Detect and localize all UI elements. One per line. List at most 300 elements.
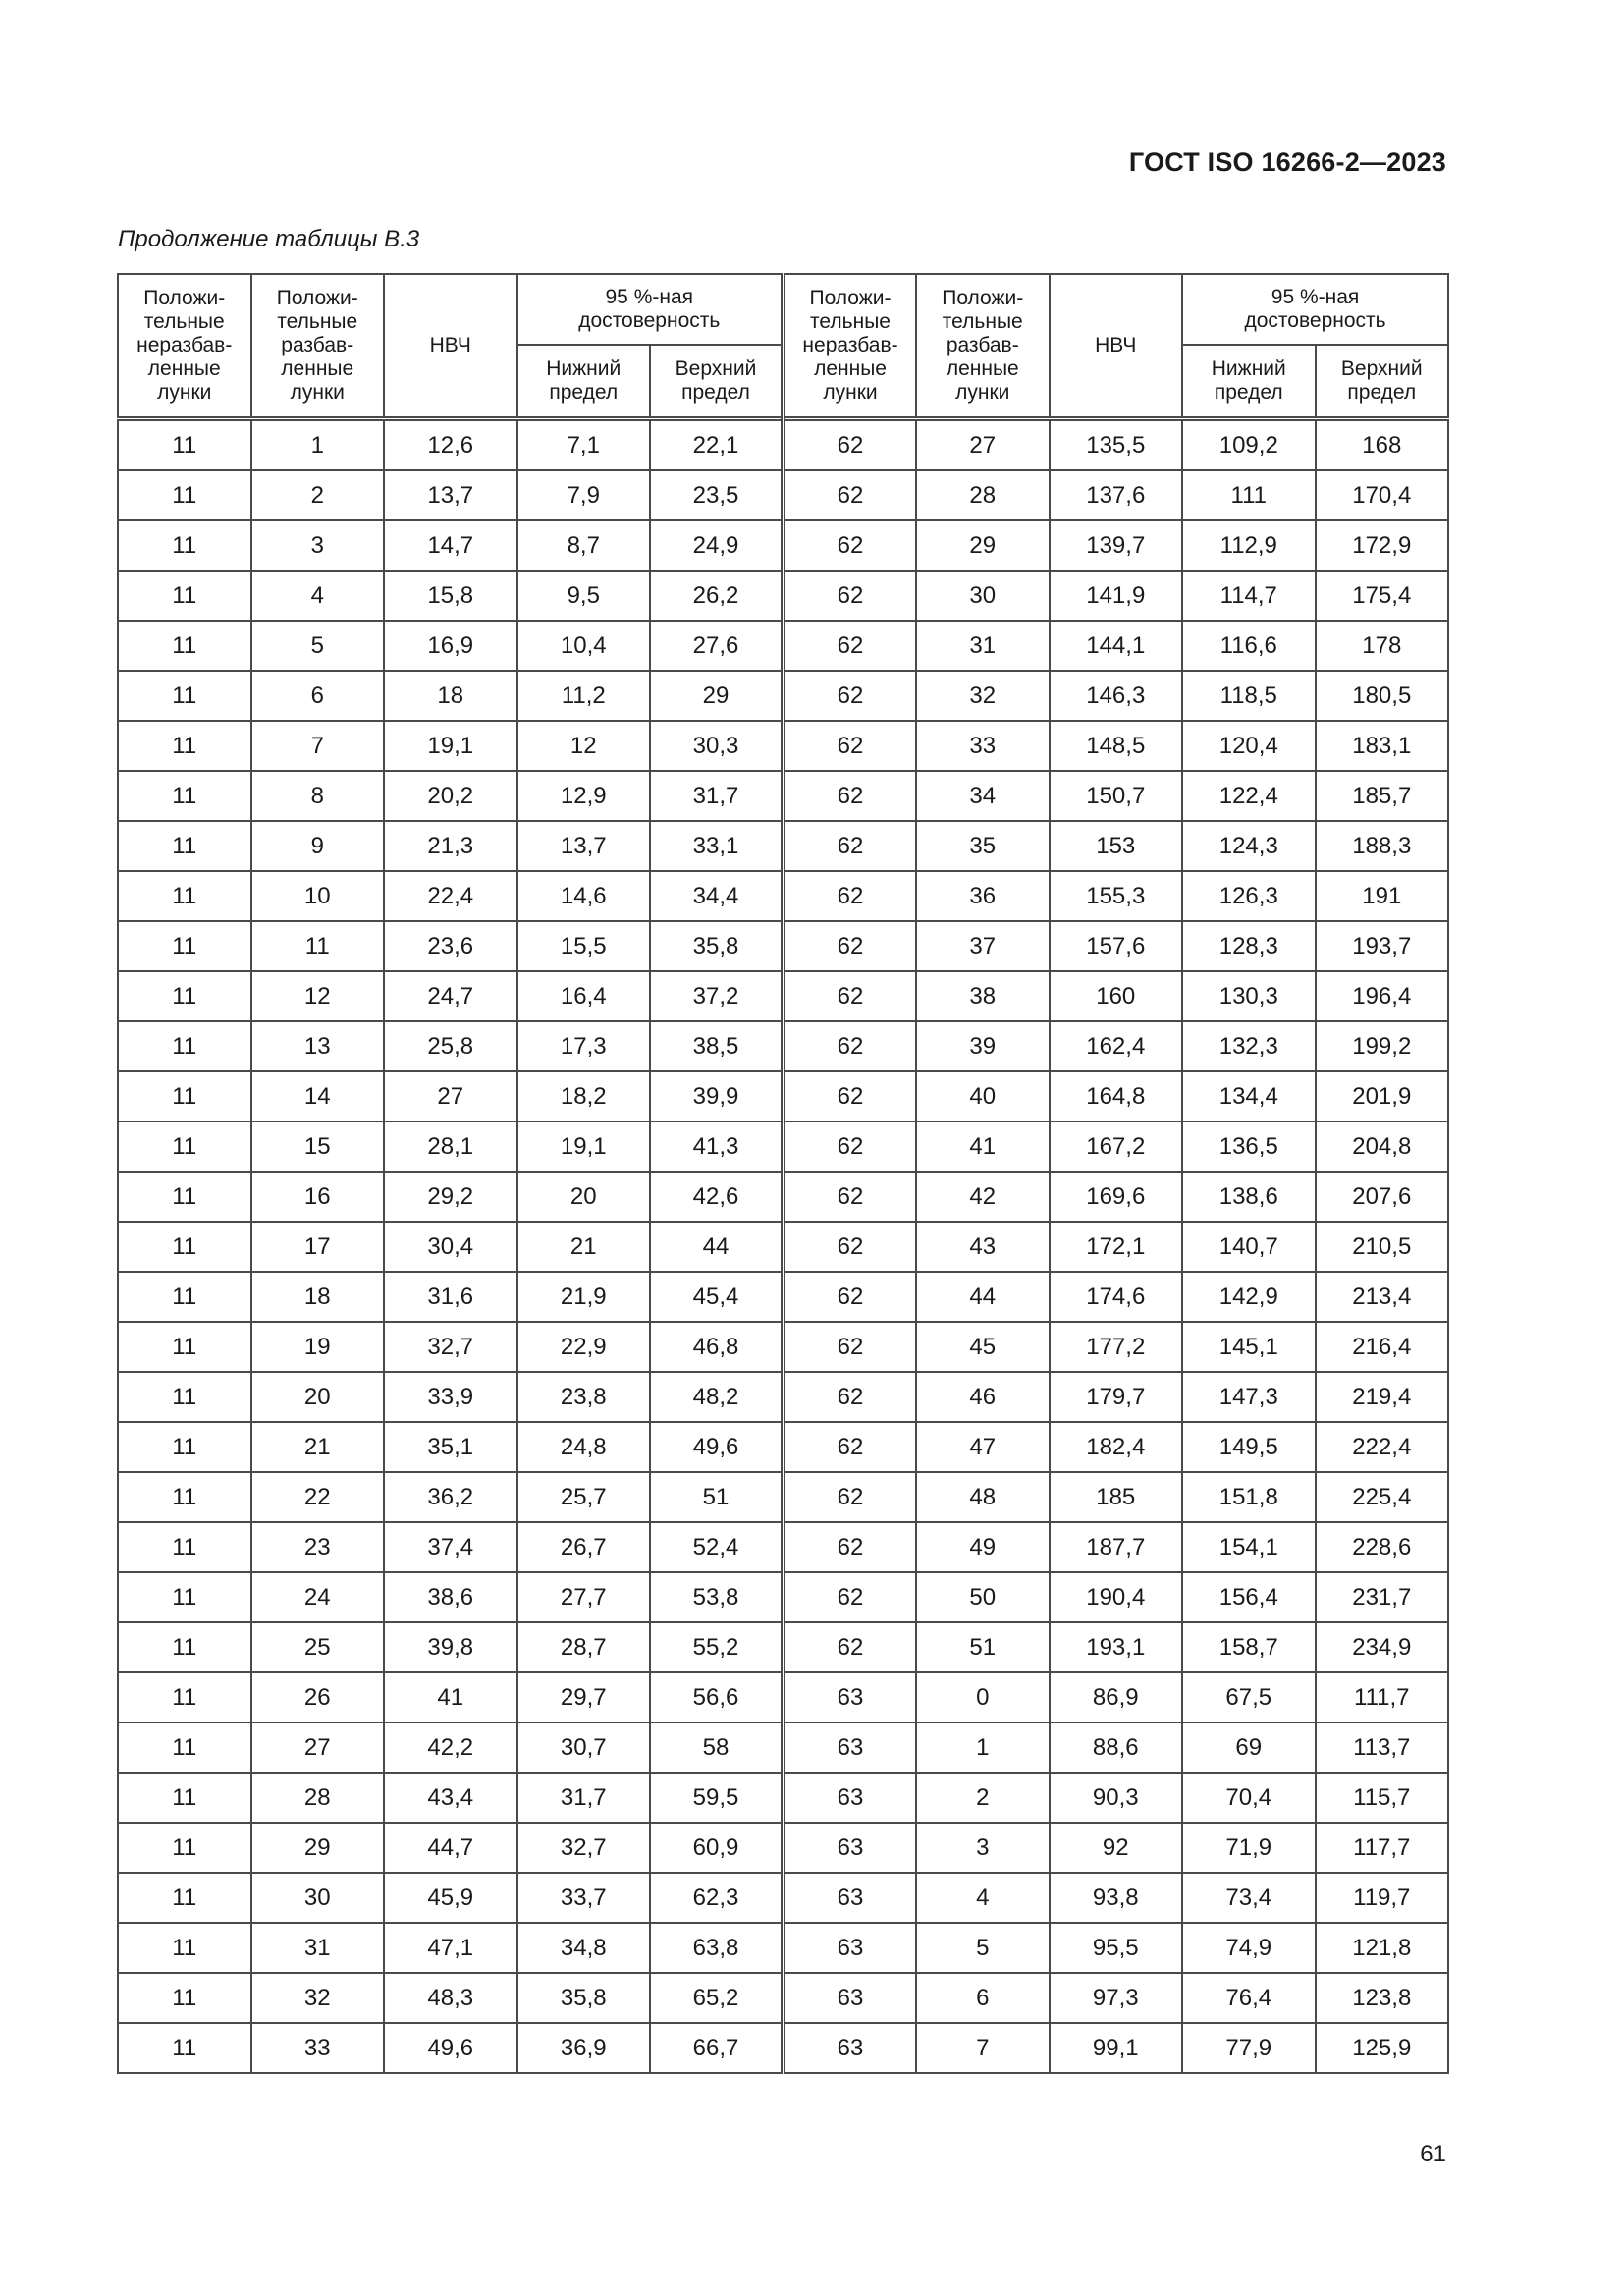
table-row [118,1021,1448,1071]
table-cell: 63 [784,1823,917,1873]
table-cell: 66,7 [650,2023,784,2073]
table-cell: 11 [118,771,251,821]
table-cell: 144,1 [1050,621,1183,671]
table-row [118,1823,1448,1873]
table-row [118,671,1448,721]
table-cell: 51 [650,1472,784,1522]
table-cell: 62 [784,921,917,971]
table-cell: 26,2 [650,571,784,621]
table-cell: 2 [916,1773,1050,1823]
table-cell: 32,7 [384,1322,517,1372]
table-cell: 12,6 [384,419,517,471]
table-cell: 172,9 [1316,520,1449,571]
table-row [118,470,1448,520]
table-cell: 207,6 [1316,1172,1449,1222]
table-cell: 11 [118,470,251,520]
table-cell: 7,9 [517,470,651,520]
table-cell: 12,9 [517,771,651,821]
table-cell: 59,5 [650,1773,784,1823]
header-positive-diluted: Положи- тельные разбав- ленные лунки [251,274,385,419]
table-cell: 11 [118,1272,251,1322]
table-cell: 93,8 [1050,1873,1183,1923]
table-cell: 56,6 [650,1672,784,1722]
table-cell: 11 [118,621,251,671]
table-cell: 11 [118,520,251,571]
table-row [118,871,1448,921]
table-cell: 33,9 [384,1372,517,1422]
table-cell: 188,3 [1316,821,1449,871]
table-cell: 97,3 [1050,1973,1183,2023]
table-cell: 187,7 [1050,1522,1183,1572]
table-cell: 62 [784,1422,917,1472]
table-cell: 60,9 [650,1823,784,1873]
table-row [118,520,1448,571]
table-cell: 22,9 [517,1322,651,1372]
table-row [118,1071,1448,1121]
table-cell: 28 [916,470,1050,520]
table-cell: 62 [784,1222,917,1272]
table-cell: 11 [118,971,251,1021]
table-cell: 174,6 [1050,1272,1183,1322]
table-cell: 63 [784,1923,917,1973]
table-cell: 35,8 [517,1973,651,2023]
table-cell: 1 [916,1722,1050,1773]
table-cell: 148,5 [1050,721,1183,771]
table-cell: 29,7 [517,1672,651,1722]
table-cell: 31 [916,621,1050,671]
table-cell: 128,3 [1182,921,1316,971]
table-cell: 11 [118,1522,251,1572]
table-cell: 13,7 [384,470,517,520]
table-cell: 74,9 [1182,1923,1316,1973]
table-cell: 39,9 [650,1071,784,1121]
table-cell: 62 [784,721,917,771]
table-cell: 34,4 [650,871,784,921]
header-confidence: 95 %-ная достоверность [517,274,784,345]
table-row [118,1622,1448,1672]
table-cell: 28,7 [517,1622,651,1672]
table-cell: 22,4 [384,871,517,921]
table-cell: 28,1 [384,1121,517,1172]
header-lower-limit: Нижний предел [517,345,651,419]
table-cell: 111,7 [1316,1672,1449,1722]
table-cell: 146,3 [1050,671,1183,721]
table-row [118,1272,1448,1322]
table-cell: 109,2 [1182,419,1316,471]
table-cell: 111 [1182,470,1316,520]
header-upper-limit: Верхний предел [650,345,784,419]
table-cell: 41 [916,1121,1050,1172]
table-row [118,1172,1448,1222]
table-cell: 11 [118,1322,251,1372]
table-cell: 39,8 [384,1622,517,1672]
table-cell: 112,9 [1182,520,1316,571]
table-cell: 38,5 [650,1021,784,1071]
table-cell: 62 [784,671,917,721]
table-cell: 63 [784,1873,917,1923]
table-cell: 44 [916,1272,1050,1322]
table-cell: 62 [784,1021,917,1071]
table-cell: 11 [118,1472,251,1522]
table-cell: 6 [251,671,385,721]
table-cell: 12 [251,971,385,1021]
table-cell: 149,5 [1182,1422,1316,1472]
table-cell: 45 [916,1322,1050,1372]
table-cell: 145,1 [1182,1322,1316,1372]
table-cell: 62 [784,520,917,571]
table-cell: 8 [251,771,385,821]
table-cell: 216,4 [1316,1322,1449,1372]
table-cell: 11 [118,821,251,871]
table-cell: 115,7 [1316,1773,1449,1823]
table-cell: 49,6 [650,1422,784,1472]
table-cell: 37,4 [384,1522,517,1572]
table-cell: 43,4 [384,1773,517,1823]
table-cell: 63 [784,1773,917,1823]
table-cell: 90,3 [1050,1773,1183,1823]
table-cell: 32,7 [517,1823,651,1873]
table-cell: 62 [784,1522,917,1572]
table-cell: 119,7 [1316,1873,1449,1923]
table-cell: 132,3 [1182,1021,1316,1071]
table-row [118,1472,1448,1522]
table-cell: 16 [251,1172,385,1222]
table-cell: 46 [916,1372,1050,1422]
table-cell: 23 [251,1522,385,1572]
table-row [118,1873,1448,1923]
table-cell: 14 [251,1071,385,1121]
table-cell: 22,1 [650,419,784,471]
header-positive-diluted-2: Положи- тельные разбав- ленные лунки [916,274,1050,419]
table-cell: 71,9 [1182,1823,1316,1873]
table-cell: 70,4 [1182,1773,1316,1823]
table-cell: 11,2 [517,671,651,721]
page-number: 61 [1420,2141,1446,2167]
table-cell: 33,1 [650,821,784,871]
table-cell: 86,9 [1050,1672,1183,1722]
table-cell: 193,1 [1050,1622,1183,1672]
table-cell: 69 [1182,1722,1316,1773]
table-cell: 219,4 [1316,1372,1449,1422]
table-cell: 62 [784,470,917,520]
table-cell: 27,6 [650,621,784,671]
table-cell: 190,4 [1050,1572,1183,1622]
table-row [118,1923,1448,1973]
table-cell: 9,5 [517,571,651,621]
table-cell: 17 [251,1222,385,1272]
table-cell: 154,1 [1182,1522,1316,1572]
table-row [118,2023,1448,2073]
table-cell: 62 [784,1372,917,1422]
table-cell: 196,4 [1316,971,1449,1021]
table-cell: 4 [916,1873,1050,1923]
table-row [118,1121,1448,1172]
table-cell: 11 [118,921,251,971]
table-cell: 76,4 [1182,1973,1316,2023]
table-cell: 17,3 [517,1021,651,1071]
table-cell: 27 [251,1722,385,1773]
table-cell: 31,7 [650,771,784,821]
table-cell: 26 [251,1672,385,1722]
table-row [118,921,1448,971]
table-cell: 38 [916,971,1050,1021]
table-cell: 204,8 [1316,1121,1449,1172]
table-cell: 11 [118,1823,251,1873]
table-cell: 20 [517,1172,651,1222]
table-cell: 26,7 [517,1522,651,1572]
table-cell: 222,4 [1316,1422,1449,1472]
table-cell: 8,7 [517,520,651,571]
table-cell: 169,6 [1050,1172,1183,1222]
table-cell: 63 [784,1672,917,1722]
table-cell: 62,3 [650,1873,784,1923]
table-cell: 121,8 [1316,1923,1449,1973]
table-cell: 140,7 [1182,1222,1316,1272]
table-cell: 62 [784,971,917,1021]
table-cell: 3 [251,520,385,571]
table-cell: 41 [384,1672,517,1722]
table-row [118,771,1448,821]
table-cell: 62 [784,1622,917,1672]
table-cell: 23,5 [650,470,784,520]
table-cell: 67,5 [1182,1672,1316,1722]
table-cell: 33 [916,721,1050,771]
table-cell: 5 [916,1923,1050,1973]
table-cell: 48 [916,1472,1050,1522]
table-row [118,821,1448,871]
table-cell: 168 [1316,419,1449,471]
table-cell: 21 [251,1422,385,1472]
table-cell: 11 [118,571,251,621]
table-cell: 25,7 [517,1472,651,1522]
table-cell: 134,4 [1182,1071,1316,1121]
table-cell: 28 [251,1773,385,1823]
table-cell: 62 [784,1572,917,1622]
table-cell: 27 [916,419,1050,471]
table-cell: 156,4 [1182,1572,1316,1622]
table-cell: 62 [784,1322,917,1372]
table-cell: 213,4 [1316,1272,1449,1322]
table-cell: 24,9 [650,520,784,571]
header-confidence-2: 95 %-ная достоверность [1182,274,1448,345]
table-cell: 39 [916,1021,1050,1071]
table-cell: 62 [784,1172,917,1222]
table-cell: 4 [251,571,385,621]
table-cell: 120,4 [1182,721,1316,771]
table-cell: 150,7 [1050,771,1183,821]
table-cell: 147,3 [1182,1372,1316,1422]
table-cell: 63 [784,2023,917,2073]
table-cell: 210,5 [1316,1222,1449,1272]
table-cell: 16,4 [517,971,651,1021]
table-cell: 11 [118,1222,251,1272]
header-upper-limit-2: Верхний предел [1316,345,1449,419]
table-cell: 15,8 [384,571,517,621]
table-cell: 23,6 [384,921,517,971]
table-cell: 7 [916,2023,1050,2073]
table-caption: Продолжение таблицы В.3 [118,226,420,252]
table-cell: 155,3 [1050,871,1183,921]
table-cell: 6 [916,1973,1050,2023]
table-cell: 136,5 [1182,1121,1316,1172]
table-cell: 185,7 [1316,771,1449,821]
table-cell: 125,9 [1316,2023,1449,2073]
table-cell: 15 [251,1121,385,1172]
table-cell: 3 [916,1823,1050,1873]
table-cell: 18 [251,1272,385,1322]
table-cell: 153 [1050,821,1183,871]
table-cell: 62 [784,1472,917,1522]
table-row [118,1572,1448,1622]
table-cell: 49 [916,1522,1050,1572]
table-cell: 34 [916,771,1050,821]
table-row [118,1522,1448,1572]
table-cell: 21,9 [517,1272,651,1322]
table-cell: 30 [916,571,1050,621]
table-cell: 151,8 [1182,1472,1316,1522]
table-cell: 11 [118,671,251,721]
table-cell: 29 [650,671,784,721]
table-cell: 18 [384,671,517,721]
table-cell: 38,6 [384,1572,517,1622]
table-cell: 11 [118,2023,251,2073]
table-cell: 114,7 [1182,571,1316,621]
table-cell: 5 [251,621,385,671]
table-cell: 0 [916,1672,1050,1722]
table-cell: 36,9 [517,2023,651,2073]
table-cell: 11 [118,1923,251,1973]
table-cell: 48,3 [384,1973,517,2023]
table-cell: 40 [916,1071,1050,1121]
table-cell: 11 [118,1021,251,1071]
table-cell: 24 [251,1572,385,1622]
table-cell: 7,1 [517,419,651,471]
table-cell: 53,8 [650,1572,784,1622]
table-row [118,971,1448,1021]
table-cell: 62 [784,871,917,921]
table-cell: 167,2 [1050,1121,1183,1172]
table-cell: 19 [251,1322,385,1372]
table-cell: 231,7 [1316,1572,1449,1622]
table-cell: 16,9 [384,621,517,671]
table-cell: 24,7 [384,971,517,1021]
table-cell: 157,6 [1050,921,1183,971]
table-cell: 141,9 [1050,571,1183,621]
table-cell: 137,6 [1050,470,1183,520]
table-cell: 19,1 [384,721,517,771]
table-cell: 63 [784,1722,917,1773]
table-cell: 199,2 [1316,1021,1449,1071]
table-cell: 183,1 [1316,721,1449,771]
table-cell: 170,4 [1316,470,1449,520]
table-cell: 11 [118,871,251,921]
table-cell: 22 [251,1472,385,1522]
table-cell: 201,9 [1316,1071,1449,1121]
table-cell: 30,4 [384,1222,517,1272]
table-row [118,571,1448,621]
table-cell: 126,3 [1182,871,1316,921]
table-cell: 113,7 [1316,1722,1449,1773]
table-cell: 23,8 [517,1372,651,1422]
table-cell: 62 [784,1272,917,1322]
table-cell: 37,2 [650,971,784,1021]
table-cell: 11 [118,1722,251,1773]
table-cell: 117,7 [1316,1823,1449,1873]
table-row [118,1222,1448,1272]
table-cell: 135,5 [1050,419,1183,471]
table-cell: 50 [916,1572,1050,1622]
table-cell: 11 [118,1873,251,1923]
table-cell: 62 [784,1071,917,1121]
table-cell: 31,6 [384,1272,517,1322]
table-cell: 63,8 [650,1923,784,1973]
table-cell: 41,3 [650,1121,784,1172]
header-mpn-2: НВЧ [1050,274,1183,419]
table-cell: 25 [251,1622,385,1672]
table-cell: 47,1 [384,1923,517,1973]
table-cell: 11 [118,1622,251,1672]
table-cell: 43 [916,1222,1050,1272]
table-cell: 52,4 [650,1522,784,1572]
table-cell: 21,3 [384,821,517,871]
table-cell: 142,9 [1182,1272,1316,1322]
table-cell: 42,2 [384,1722,517,1773]
table-cell: 36 [916,871,1050,921]
table-cell: 42,6 [650,1172,784,1222]
table-cell: 31,7 [517,1773,651,1823]
table-cell: 44 [650,1222,784,1272]
table-row [118,621,1448,671]
table-cell: 14,7 [384,520,517,571]
table-cell: 51 [916,1622,1050,1672]
table-cell: 116,6 [1182,621,1316,671]
table-cell: 122,4 [1182,771,1316,821]
table-cell: 49,6 [384,2023,517,2073]
table-cell: 162,4 [1050,1021,1183,1071]
table-cell: 13,7 [517,821,651,871]
table-cell: 65,2 [650,1973,784,2023]
table-row [118,1973,1448,2023]
table-cell: 11 [118,1372,251,1422]
table-cell: 24,8 [517,1422,651,1472]
table-cell: 63 [784,1973,917,2023]
table-cell: 32 [916,671,1050,721]
table-cell: 45,9 [384,1873,517,1923]
table-cell: 193,7 [1316,921,1449,971]
table-cell: 124,3 [1182,821,1316,871]
table-cell: 11 [118,1071,251,1121]
header-lower-limit-2: Нижний предел [1182,345,1316,419]
table-cell: 62 [784,1121,917,1172]
table-cell: 12 [517,721,651,771]
table-cell: 35,1 [384,1422,517,1472]
table-cell: 19,1 [517,1121,651,1172]
table-cell: 62 [784,821,917,871]
table-cell: 9 [251,821,385,871]
mpn-table [117,273,1449,2074]
table-cell: 130,3 [1182,971,1316,1021]
table-cell: 172,1 [1050,1222,1183,1272]
table-cell: 42 [916,1172,1050,1222]
table-row [118,1322,1448,1372]
table-row [118,721,1448,771]
table-cell: 36,2 [384,1472,517,1522]
table-cell: 27,7 [517,1572,651,1622]
table-cell: 11 [251,921,385,971]
header-positive-undiluted-2: Положи- тельные неразбав- ленные лунки [784,274,917,419]
table-cell: 62 [784,621,917,671]
table-cell: 37 [916,921,1050,971]
